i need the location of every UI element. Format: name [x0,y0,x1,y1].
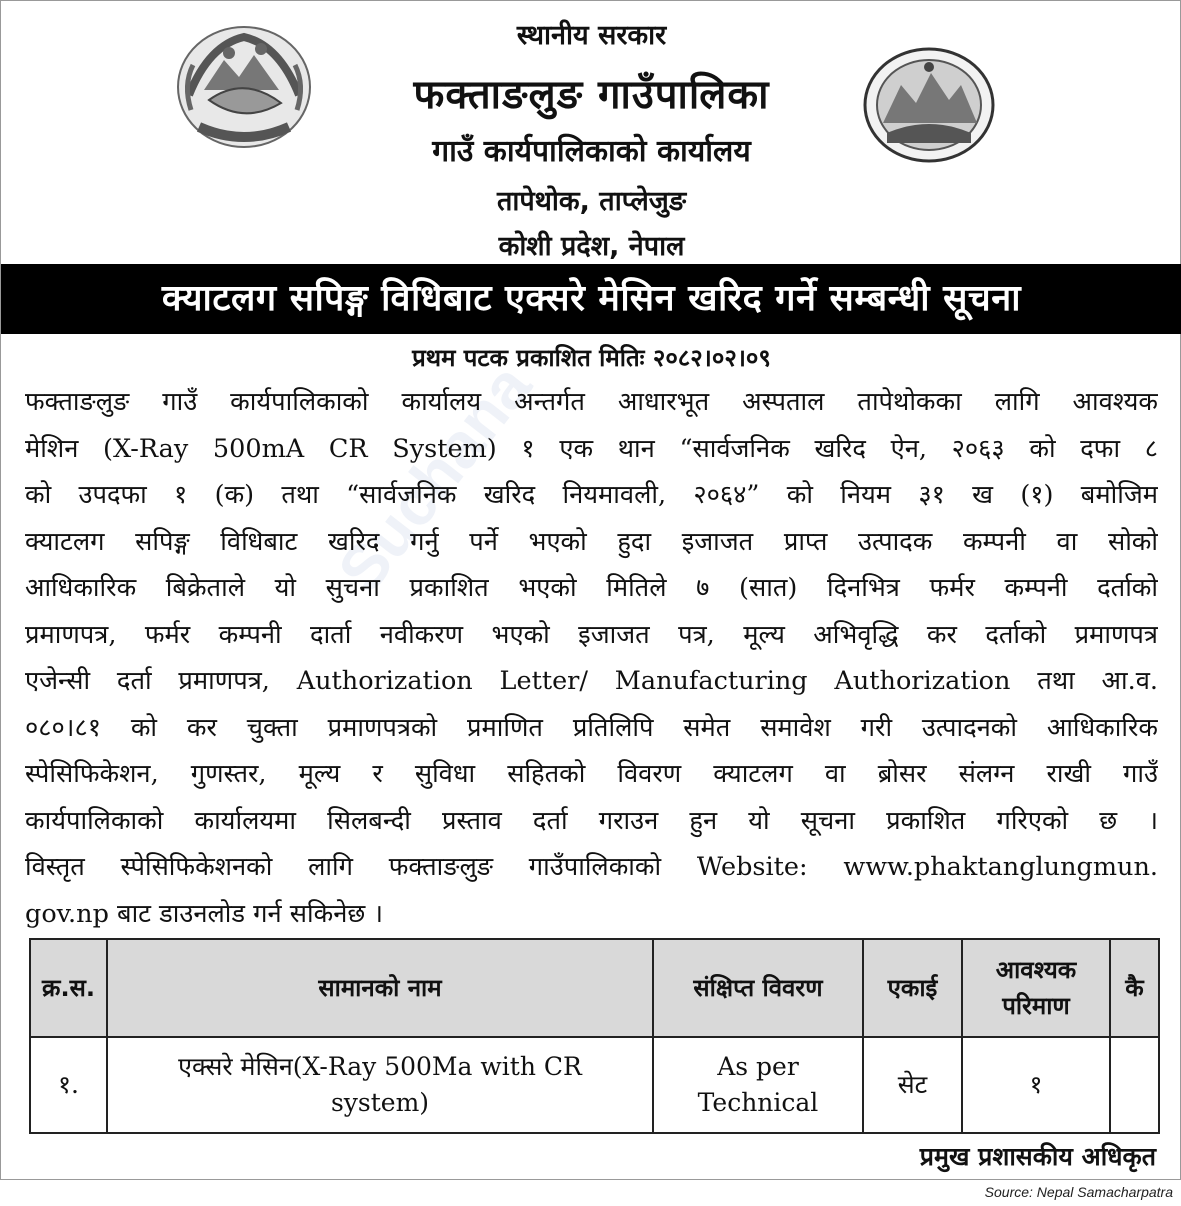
cell-item-name: एक्सरे मेसिन(X-Ray 500Ma with CR system) [107,1037,653,1133]
col-header-unit: एकाई [863,939,962,1037]
header-municipality-name: फक्ताङलुङ गाउँपालिका [413,72,770,118]
body-line: ०८०।८१ को कर चुक्ता प्रमाणपत्रको प्रमाणित प्रतिलिपि समेत समावेश गरी उत्पादनको आधिकारिक [25,712,1158,743]
body-line: को उपदफा १ (क) तथा “सार्वजनिक खरिद नियमावली, २०६४” को नियम ३१ ख (१) बमोजिम [25,480,1158,510]
header-office-name: गाउँ कार्यपालिकाको कार्यालय [432,134,751,169]
body-line: स्पेसिफिकेशन, गुणस्तर, मूल्य र सुविधा सहितको विवरण क्याटलग वा ब्रोसर संलग्न राखी गाउँ [25,759,1158,789]
body-line-last: gov.np बाट डाउनलोड गर्न सकिनेछ । [25,898,383,929]
items-table [29,938,1160,1134]
body-line: प्रमाणपत्र, फर्मर कम्पनी दार्ता नवीकरण भएको इजाजत पत्र, मूल्य अभिवृद्धि कर दर्ताको प्रमाणपत्र [25,619,1158,650]
table-header-row [30,939,1159,1037]
cell-unit: सेट [863,1037,962,1133]
publish-date: प्रथम पटक प्रकाशित मितिः २०८२।०२।०९ [412,344,771,372]
cell-remarks [1110,1037,1159,1133]
col-header-description: संक्षिप्त विवरण [653,939,863,1037]
table-row [30,1037,1159,1133]
header-line-local-government: स्थानीय सरकार [516,20,667,51]
notice-title: क्याटलग सपिङ्ग विधिबाट एक्सरे मेसिन खरिद गर्ने सम्बन्धी सूचना [1,264,1181,334]
cell-quantity: १ [962,1037,1110,1133]
body-line: मेशिन (X-Ray 500mA CR System) १ एक थान “सार्वजनिक खरिद ऐन, २०६३ को दफा ८ [25,433,1158,464]
header-province: कोशी प्रदेश, नेपाल [498,231,685,262]
body-line: कार्यपालिकाको कार्यालयमा सिलबन्दी प्रस्ताव दर्ता गराउन हुन यो सूचना प्रकाशित गरिएको छ । [25,805,1158,836]
body-line: विस्तृत स्पेसिफिकेशनको लागि फक्ताङलुङ गाउँपालिकाको Website: www.phaktanglungmun. [25,852,1158,882]
watermark-text: Suchana [323,350,545,606]
body-line: क्याटलग सपिङ्ग विधिबाट खरिद गर्नु पर्ने भएको हुदा इजाजत प्राप्त उत्पादक कम्पनी वा सोको [25,526,1158,557]
body-line: फक्ताङलुङ गाउँ कार्यपालिकाको कार्यालय अन्तर्गत आधारभूत अस्पताल तापेथोकका लागि आवश्यक [25,387,1158,417]
header-address: तापेथोक, ताप्लेजुङ [496,186,687,217]
col-header-remarks: कै [1110,939,1159,1037]
body-line: एजेन्सी दर्ता प्रमाणपत्र, Authorization Letter/ Manufacturing Authorization तथा आ.व. [25,666,1158,696]
notice-body [25,379,1158,937]
body-line: आधिकारिक बिक्रेताले यो सुचना प्रकाशित भएको मितिले ७ (सात) दिनभित्र फर्मर कम्पनी दर्ताको [25,573,1158,603]
source-credit: Source: Nepal Samacharpatra [984,1184,1173,1200]
cell-serial: १. [30,1037,107,1133]
signature-designation: प्रमुख प्रशासकीय अधिकृत [919,1142,1156,1171]
col-header-quantity: आवश्यक परिमाण [962,939,1110,1037]
notice-header [1,1,1181,263]
cell-description: As per Technical [653,1037,863,1133]
col-header-serial: क्र.स. [30,939,107,1037]
col-header-item-name: सामानको नाम [107,939,653,1037]
